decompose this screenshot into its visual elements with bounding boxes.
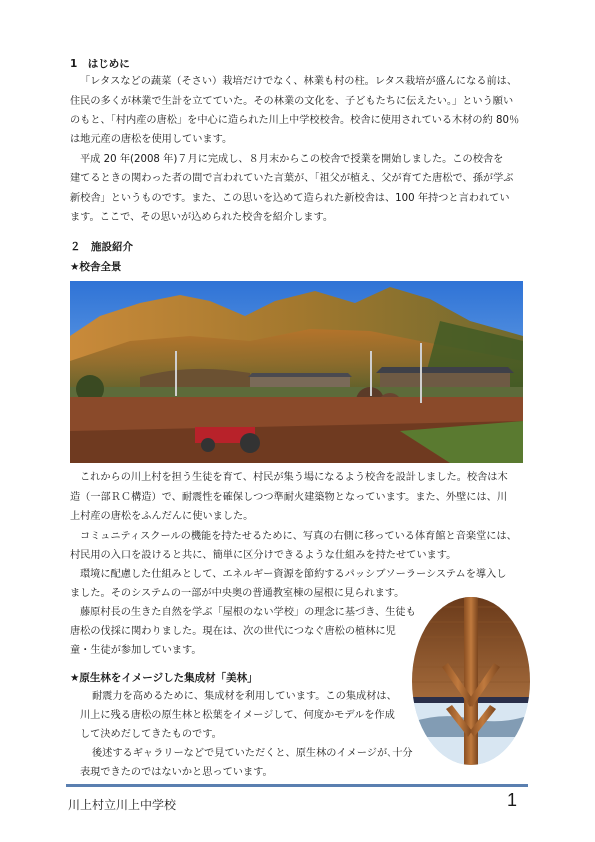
timber-line-3: して決めだしてきたものです。	[80, 729, 222, 740]
overview-line-7: ました。そのシステムの一部が中央奥の普通教室棟の屋根に見られます。	[70, 588, 405, 599]
laminated-timber-photo	[412, 597, 530, 765]
section-1-line-7: 新校舎」というものです。また、この思いを込めて造られた新校舎は、100 年持つと言われてい	[70, 193, 510, 204]
page-number: 1	[507, 790, 518, 810]
section-1-line-2: 住民の多くが林業で生計を立てていた。その林業の文化を、子どもたちに伝えたい。」という願い	[70, 96, 514, 107]
overview-line-6: 環境に配慮した仕組みとして、エネルギー資源を節約するパッシブソーラーシステムを導入し	[80, 569, 507, 580]
overview-line-9: 唐松の伐採に関わりました。現在は、次の世代につなぐ唐松の植林に児	[70, 626, 396, 637]
timber-line-2: 川上に残る唐松の原生林と松葉をイメージして、何度かモデルを作成	[80, 710, 395, 721]
timber-line-5: 表現できたのではないかと思っています。	[80, 767, 273, 778]
section-1-line-6: 建てるときの関わった者の間で言われていた言葉が、「祖父が植え、父が育てた唐松で、孫が学ぶ	[70, 173, 514, 184]
timber-line-4: 後述するギャラリーなどで見ていただくと、原生林のイメージが､十分	[92, 748, 413, 759]
section-1-line-8: ます。ここで、その思いが込められた校舎を紹介します。	[70, 212, 334, 223]
section-1-line-5: 平成 20 年(2008 年)７月に完成し、８月末からこの校舎で授業を開始しました。この校舎を	[80, 154, 504, 165]
section-1-line-3: のもと、「村内産の唐松」を中心に造られた川上中学校校舎。校舎に使用されている木材の約 80％	[70, 115, 520, 126]
overview-line-8: 藤原村長の生きた自然を学ぶ「屋根のない学校」の理念に基づき、生徒も	[80, 607, 416, 618]
section-1-line-4: は地元産の唐松を使用しています。	[70, 134, 233, 145]
section-2-heading: ２ 施設紹介	[70, 241, 133, 253]
section-1-heading: 1 はじめに	[70, 58, 130, 70]
overview-line-2: 造（一部ＲＣ構造）で、耐震性を確保しつつ準耐火建築物となっています。また、外壁には、川	[70, 492, 508, 503]
footer-school-name: 川上村立川上中学校	[68, 798, 177, 812]
laminated-timber-subheading: ★原生林をイメージした集成材「美林」	[70, 672, 258, 684]
overview-line-5: 村民用の入口を設けると共に、簡単に区分けできるような仕組みを持たせています。	[70, 550, 457, 561]
campus-overview-subheading: ★校舎全景	[70, 261, 122, 273]
section-1-line-1: 「レタスなどの蔬菜（そさい）栽培だけでなく、林業も村の柱。レタス栽培が盛んになる前は、	[80, 76, 518, 87]
school-building-photo	[70, 281, 523, 463]
overview-line-3: 上村産の唐松をふんだんに使いました。	[70, 511, 254, 522]
overview-line-4: コミュニティスクールの機能を持たせるために、写真の右側に移っている体育館と音楽堂には、	[80, 531, 517, 542]
timber-line-1: 耐震力を高めるために、集成材を利用しています。この集成材は、	[92, 691, 397, 702]
overview-line-1: これからの川上村を担う生徒を育て、村民が集う場になるよう校舎を設計しました。校舎は木	[80, 472, 508, 483]
overview-line-10: 童・生徒が参加しています。	[70, 645, 202, 656]
footer-rule	[66, 784, 528, 787]
